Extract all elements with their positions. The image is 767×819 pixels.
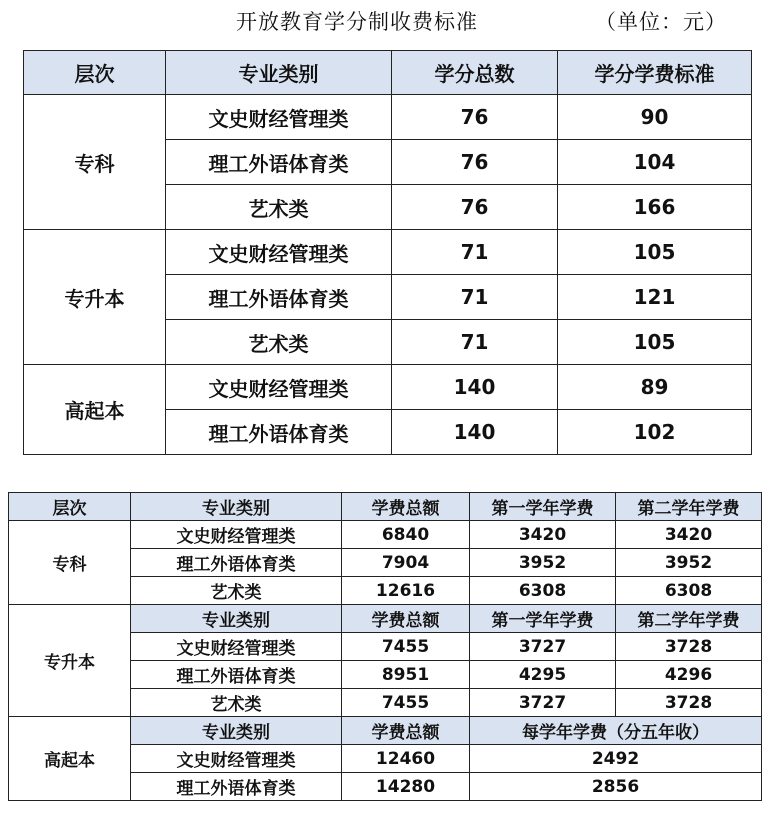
total-cell: 7455 [342, 689, 470, 717]
year2-cell: 3420 [616, 521, 762, 549]
year1-cell: 4295 [470, 661, 616, 689]
header-level: 层次 [24, 51, 166, 95]
fee-cell: 104 [558, 140, 752, 185]
category-cell: 文史财经管理类 [131, 633, 342, 661]
category-cell: 理工外语体育类 [131, 549, 342, 577]
fee-cell: 105 [558, 230, 752, 275]
category-cell: 理工外语体育类 [166, 275, 392, 320]
credits-cell: 71 [392, 275, 558, 320]
per-year-cell: 2492 [470, 745, 762, 773]
table-header-row [9, 493, 762, 521]
year1-cell: 3727 [470, 633, 616, 661]
category-cell: 理工外语体育类 [166, 140, 392, 185]
category-cell: 艺术类 [131, 689, 342, 717]
credits-cell: 140 [392, 410, 558, 455]
year1-cell: 3420 [470, 521, 616, 549]
category-cell: 文史财经管理类 [166, 230, 392, 275]
category-cell: 文史财经管理类 [166, 95, 392, 140]
total-cell: 12460 [342, 745, 470, 773]
header-credit-fee: 学分学费标准 [558, 51, 752, 95]
header-credits: 学分总数 [392, 51, 558, 95]
header-total: 学费总额 [342, 493, 470, 521]
credits-cell: 76 [392, 95, 558, 140]
header-year1: 第一学年学费 [470, 493, 616, 521]
table-row [24, 95, 752, 140]
credits-cell: 71 [392, 230, 558, 275]
credits-cell: 71 [392, 320, 558, 365]
category-cell: 文史财经管理类 [131, 745, 342, 773]
credits-cell: 140 [392, 365, 558, 410]
total-cell: 7455 [342, 633, 470, 661]
year2-cell: 3728 [616, 633, 762, 661]
year1-cell: 6308 [470, 577, 616, 605]
category-cell: 艺术类 [166, 185, 392, 230]
header-category: 专业类别 [131, 493, 342, 521]
level-cell: 专升本 [9, 605, 131, 717]
level-cell: 高起本 [9, 717, 131, 801]
category-cell: 理工外语体育类 [131, 773, 342, 801]
tuition-table [8, 492, 762, 801]
subheader-total: 学费总额 [342, 717, 470, 745]
credits-cell: 76 [392, 185, 558, 230]
fee-cell: 90 [558, 95, 752, 140]
credits-cell: 76 [392, 140, 558, 185]
header-year2: 第二学年学费 [616, 493, 762, 521]
category-cell: 艺术类 [131, 577, 342, 605]
year2-cell: 6308 [616, 577, 762, 605]
level-cell: 专科 [9, 521, 131, 605]
level-cell: 专升本 [24, 230, 166, 365]
total-cell: 6840 [342, 521, 470, 549]
level-cell: 专科 [24, 95, 166, 230]
year1-cell: 3727 [470, 689, 616, 717]
subheader-category: 专业类别 [131, 605, 342, 633]
table-subheader-row [9, 717, 762, 745]
subheader-category: 专业类别 [131, 717, 342, 745]
year1-cell: 3952 [470, 549, 616, 577]
header-category: 专业类别 [166, 51, 392, 95]
subheader-total: 学费总额 [342, 605, 470, 633]
table-row [9, 521, 762, 549]
category-cell: 文史财经管理类 [131, 521, 342, 549]
credit-fee-table [23, 50, 752, 455]
title-main: 开放教育学分制收费标准 [236, 10, 478, 34]
fee-cell: 105 [558, 320, 752, 365]
fee-cell: 102 [558, 410, 752, 455]
level-cell: 高起本 [24, 365, 166, 455]
subheader-per-year: 每学年学费（分五年收） [470, 717, 762, 745]
subheader-year2: 第二学年学费 [616, 605, 762, 633]
table-header-row [24, 51, 752, 95]
total-cell: 8951 [342, 661, 470, 689]
per-year-cell: 2856 [470, 773, 762, 801]
table-subheader-row [9, 605, 762, 633]
header-level: 层次 [9, 493, 131, 521]
subheader-year1: 第一学年学费 [470, 605, 616, 633]
fee-cell: 166 [558, 185, 752, 230]
total-cell: 12616 [342, 577, 470, 605]
category-cell: 艺术类 [166, 320, 392, 365]
category-cell: 理工外语体育类 [166, 410, 392, 455]
year2-cell: 3728 [616, 689, 762, 717]
total-cell: 7904 [342, 549, 470, 577]
year2-cell: 4296 [616, 661, 762, 689]
table-row [24, 230, 752, 275]
category-cell: 文史财经管理类 [166, 365, 392, 410]
document-title [0, 4, 767, 36]
year2-cell: 3952 [616, 549, 762, 577]
category-cell: 理工外语体育类 [131, 661, 342, 689]
fee-cell: 121 [558, 275, 752, 320]
title-unit: （单位：元） [595, 10, 727, 34]
table-row [24, 365, 752, 410]
fee-cell: 89 [558, 365, 752, 410]
total-cell: 14280 [342, 773, 470, 801]
